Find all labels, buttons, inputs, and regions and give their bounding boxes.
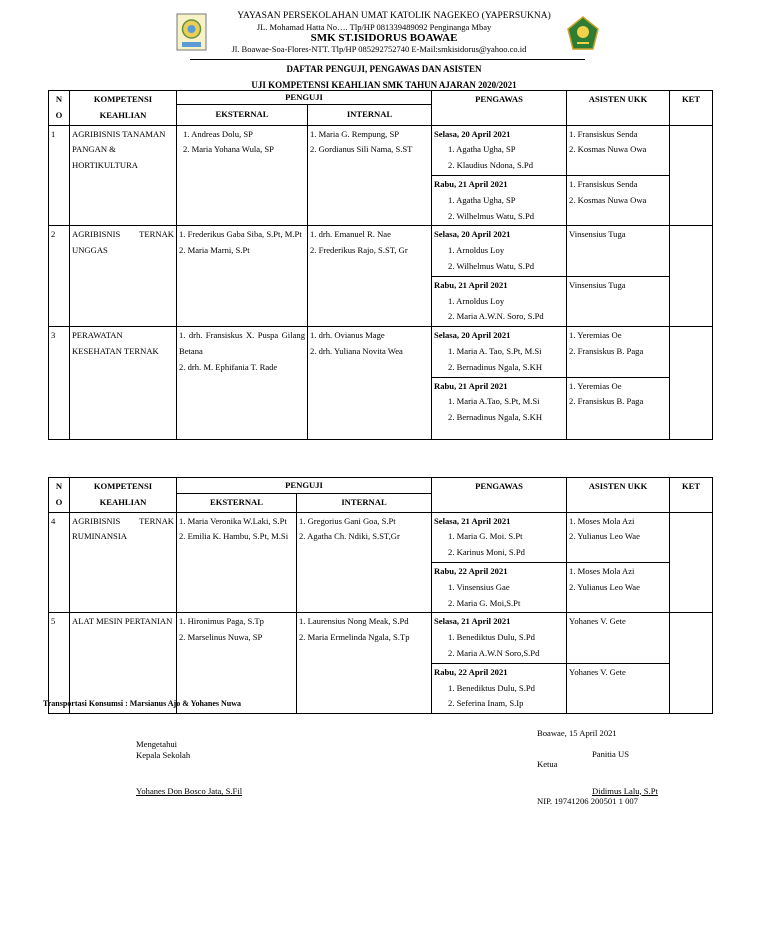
list-item: 1. Vinsensius Gae	[448, 581, 510, 592]
col-penguji: PENGUJI	[177, 478, 432, 494]
list-item: 2. drh. Yuliana Novita Wea	[310, 345, 403, 356]
notes-cell	[670, 512, 713, 613]
list-item: 2. drh. M. Ephifania T. Rade	[179, 361, 278, 372]
list-item: 2. Kosmas Nuwa Owa	[569, 194, 647, 205]
list-item: 1. Maria A.Tao, S.Pt, M.Si	[448, 396, 540, 407]
col-no: N O	[49, 478, 70, 513]
col-ket: KET	[670, 91, 713, 126]
list-item: 1. Yeremias Oe	[569, 330, 622, 341]
list-item: Vinsensius Tuga	[569, 279, 626, 290]
list-item: 2. Agatha Ch. Ndiki, S.ST,Gr	[299, 531, 400, 542]
competency-name: PERAWATAN KESEHATAN TERNAK	[70, 327, 177, 439]
chair-title: Ketua	[537, 759, 558, 769]
letterhead	[0, 11, 768, 55]
session-date: Selasa, 20 April 2021	[434, 128, 511, 139]
supervisor-session	[432, 226, 567, 276]
acknowledged-label: Mengetahui	[136, 739, 178, 749]
supervisor-session	[432, 613, 567, 663]
header-rule	[190, 59, 585, 60]
supervisor-session	[432, 327, 567, 377]
list-item: 2. Seferina Inam, S.Ip	[448, 698, 524, 709]
list-item: 2. Maria A.W.N Soro,S.Pd	[448, 647, 540, 658]
list-item: 2. Bernadinus Ngala, S.KH	[448, 361, 543, 372]
supervisor-session	[432, 125, 567, 175]
list-item: 1. Arnoldus Loy	[448, 295, 505, 306]
assistant-session	[567, 613, 670, 663]
supervisor-session	[432, 276, 567, 326]
assistant-session	[567, 226, 670, 276]
internal-examiners	[297, 512, 432, 613]
col-eksternal: EKSTERNAL	[177, 105, 308, 126]
list-item: 2. Marselinus Nuwa, SP	[179, 632, 263, 643]
list-item: 2. Karinus Moni, S.Pd	[448, 547, 525, 558]
signature-left	[136, 739, 242, 797]
session-date: Selasa, 21 April 2021	[434, 515, 511, 526]
foundation-address: JL. Mohamad Hatta No…. Tlp/HP 081339489092 Penginanga Mbay	[256, 22, 492, 32]
competency-name: AGRIBISNIS TERNAK UNGGAS	[70, 226, 177, 327]
session-date: Rabu, 21 April 2021	[434, 380, 508, 391]
list-item: 2. Yulianus Leo Wae	[569, 531, 640, 542]
list-item: 1. Benediktus Dulu, S.Pd	[448, 682, 535, 693]
row-number: 4	[49, 512, 70, 613]
assignment-table-2	[48, 477, 713, 714]
list-item: 1. Maria A. Tao, S.Pt, M.Si	[448, 345, 542, 356]
row-number: 1	[49, 125, 70, 226]
place-date: Boawae, 15 April 2021	[537, 728, 617, 738]
list-item: 1. Fransiskus Senda	[569, 128, 638, 139]
col-internal: INTERNAL	[297, 493, 432, 512]
school-name: SMK ST.ISIDORUS BOAWAE	[310, 32, 458, 44]
table-row	[49, 512, 713, 562]
list-item: 1. drh. Fransiskus X. Puspa Gilang Betana	[179, 330, 305, 356]
competency-name: AGRIBISNIS TERNAK RUMINANSIA	[70, 512, 177, 613]
col-asisten: ASISTEN UKK	[567, 478, 670, 513]
list-item: 2. Maria A.W.N. Soro, S.Pd	[448, 311, 544, 322]
col-asisten: ASISTEN UKK	[567, 91, 670, 126]
col-penguji: PENGUJI	[177, 91, 432, 105]
notes-cell	[670, 125, 713, 226]
list-item: 1. Agatha Ugha, SP	[448, 144, 516, 155]
notes-cell	[670, 226, 713, 327]
list-item: Yohanes V. Gete	[569, 666, 626, 677]
table-row	[49, 125, 713, 175]
col-eksternal: EKSTERNAL	[177, 493, 297, 512]
competency-name: AGRIBISNIS TANAMAN PANGAN & HORTIKULTURA	[70, 125, 177, 226]
committee-title: Panitia US	[592, 748, 630, 759]
list-item: 2. Frederikus Rajo, S.ST, Gr	[310, 245, 408, 256]
list-item: 1. Moses Mola Azi	[569, 515, 635, 526]
session-date: Selasa, 20 April 2021	[434, 330, 511, 341]
foundation-name: YAYASAN PERSEKOLAHAN UMAT KATOLIK NAGEKEO (YAPERSUKNA)	[237, 11, 551, 21]
supervisor-session	[432, 562, 567, 612]
list-item: 1. Maria G. Rempung, SP	[310, 128, 400, 139]
external-examiners	[177, 226, 308, 327]
list-item: 2. Wilhelmus Watu, S.Pd	[448, 210, 535, 221]
list-item: 2. Maria G. Moi,S.Pt	[448, 597, 521, 608]
notes-cell	[670, 327, 713, 439]
list-item: 1. Yeremias Oe	[569, 380, 622, 391]
assistant-session	[567, 562, 670, 612]
col-internal: INTERNAL	[308, 105, 432, 126]
school-address: Jl. Boawae-Soa-Flores-NTT. Tlp/HP 085292752740 E-Mail:smkisidorus@yahoo.co.id	[231, 44, 527, 54]
list-item: 2. Wilhelmus Watu, S.Pd	[448, 260, 535, 271]
list-item: 2. Fransiskus B. Paga	[569, 396, 644, 407]
list-item: 1. Benediktus Dulu, S.Pd	[448, 632, 535, 643]
list-item: 1. Fransiskus Senda	[569, 178, 638, 189]
external-examiners	[177, 125, 308, 226]
list-item: 2. Kosmas Nuwa Owa	[569, 144, 647, 155]
list-item: 1. Maria G. Moi. S.Pt	[448, 531, 523, 542]
col-kompetensi: KOMPETENSI KEAHLIAN	[70, 478, 177, 513]
signature-right	[537, 728, 677, 807]
session-date: Rabu, 21 April 2021	[434, 279, 508, 290]
assistant-session	[567, 276, 670, 326]
list-item: 2. Klaudius Ndona, S.Pd	[448, 160, 534, 171]
list-item: 2. Maria Yohana Wula, SP	[183, 144, 274, 155]
session-date: Rabu, 21 April 2021	[434, 178, 508, 189]
row-number: 3	[49, 327, 70, 439]
list-item: 1. Agatha Ugha, SP	[448, 194, 516, 205]
assignment-table-1	[48, 90, 713, 440]
assistant-session	[567, 175, 670, 225]
col-pengawas: PENGAWAS	[432, 478, 567, 513]
assistant-session	[567, 663, 670, 713]
external-examiners	[177, 327, 308, 439]
list-item: 1. Maria Veronika W.Laki, S.Pt	[179, 515, 287, 526]
internal-examiners	[308, 125, 432, 226]
list-item: 2. Emilia K. Hambu, S.Pt, M.Si	[179, 531, 289, 542]
list-item: 2. Yulianus Leo Wae	[569, 581, 640, 592]
supervisor-session	[432, 377, 567, 439]
table-row	[49, 613, 713, 663]
session-date: Selasa, 21 April 2021	[434, 616, 511, 627]
list-item: 2. Gordianus Sili Nama, S.ST	[310, 144, 413, 155]
external-examiners	[177, 512, 297, 613]
list-item: 2. Fransiskus B. Paga	[569, 345, 644, 356]
list-item: 1. Laurensius Nong Meak, S.Pd	[299, 616, 409, 627]
list-item: 1. drh. Emanuel R. Nae	[310, 229, 391, 240]
list-item: 2. Maria Ermelinda Ngala, S.Tp	[299, 632, 410, 643]
competency-name: ALAT MESIN PERTANIAN	[70, 613, 177, 714]
table-row	[49, 327, 713, 377]
supervisor-session	[432, 663, 567, 713]
session-date: Selasa, 20 April 2021	[434, 229, 511, 240]
document-title: DAFTAR PENGUJI, PENGAWAS DAN ASISTEN	[286, 64, 482, 74]
list-item: 1. Moses Mola Azi	[569, 565, 635, 576]
list-item: Yohanes V. Gete	[569, 616, 626, 627]
assistant-session	[567, 327, 670, 377]
row-number: 5	[49, 613, 70, 714]
chair-nip: NIP. 19741206 200501 1 007	[537, 796, 638, 806]
document-subtitle: UJI KOMPETENSI KEAHLIAN SMK TAHUN AJARAN 2020/2021	[251, 80, 517, 90]
list-item: 1. drh. Ovianus Mage	[310, 330, 385, 341]
list-item: 1. Andreas Dolu, SP	[183, 128, 253, 139]
assistant-session	[567, 125, 670, 175]
table-row	[49, 226, 713, 276]
transport-note: Transportasi Konsumsi : Marsianus Ajo & Yohanes Nuwa	[43, 699, 242, 708]
supervisor-session	[432, 512, 567, 562]
headmaster-title: Kepala Sekolah	[136, 749, 191, 760]
internal-examiners	[308, 226, 432, 327]
headmaster-name: Yohanes Don Bosco Jata, S.Fil	[136, 786, 243, 796]
list-item: 1. Frederikus Gaba Siba, S.Pt, M.Pt	[179, 229, 302, 240]
col-no: N O	[49, 91, 70, 126]
col-kompetensi: KOMPETENSI KEAHLIAN	[70, 91, 177, 126]
col-ket: KET	[670, 478, 713, 513]
session-date: Rabu, 22 April 2021	[434, 666, 508, 677]
session-date: Rabu, 22 April 2021	[434, 565, 508, 576]
internal-examiners	[297, 613, 432, 714]
row-number: 2	[49, 226, 70, 327]
supervisor-session	[432, 175, 567, 225]
list-item: Vinsensius Tuga	[569, 229, 626, 240]
list-item: 2. Bernadinus Ngala, S.KH	[448, 412, 543, 423]
assistant-session	[567, 512, 670, 562]
list-item: 1. Arnoldus Loy	[448, 245, 505, 256]
chair-name: Didimus Lalu, S.Pt	[592, 785, 658, 796]
list-item: 2. Maria Marni, S.Pt	[179, 245, 250, 256]
list-item: 1. Hironimus Paga, S.Tp	[179, 616, 264, 627]
assistant-session	[567, 377, 670, 439]
notes-cell	[670, 613, 713, 714]
list-item: 1. Gregorius Gani Goa, S.Pt	[299, 515, 396, 526]
internal-examiners	[308, 327, 432, 439]
col-pengawas: PENGAWAS	[432, 91, 567, 126]
